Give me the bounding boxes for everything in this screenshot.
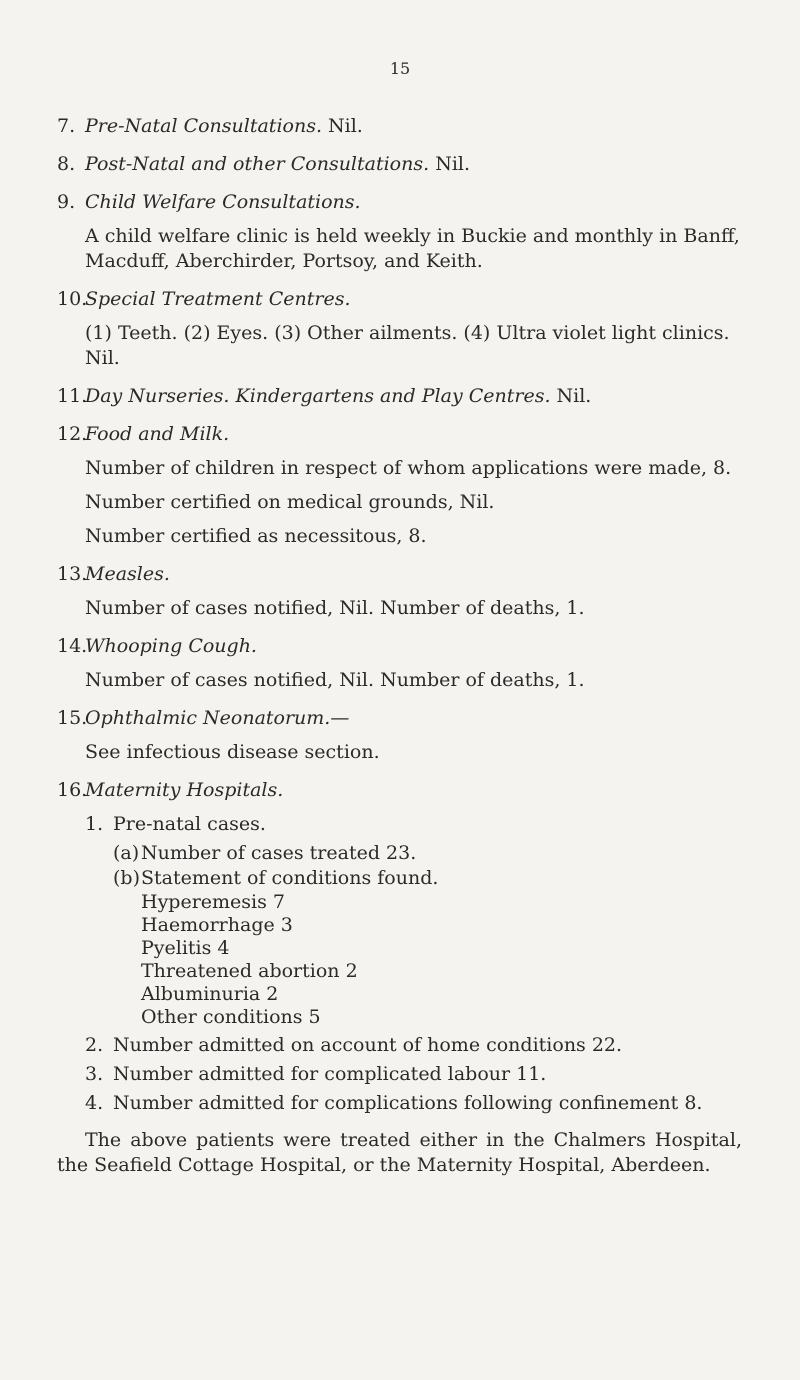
section-value: Nil. xyxy=(556,385,592,407)
condition-item: Pyelitis 4 xyxy=(141,937,230,959)
closing-paragraph: The above patients were treated either in the Chalmers Hospital, the Seafield Cottage Hospital, or the Maternity Hospital, Aberdeen. xyxy=(57,1129,742,1176)
section-heading: Child Welfare Consultations. xyxy=(85,191,361,213)
subsection-number: 1. xyxy=(85,813,104,835)
section-number: 16. xyxy=(57,779,88,801)
section-body: A child welfare clinic is held weekly in Buckie and monthly in Banff, Macduff, Aberchirder, Portsoy, and Keith. xyxy=(85,225,740,272)
section-16 xyxy=(57,778,742,803)
condition-item: Albuminuria 2 xyxy=(141,983,279,1005)
condition-item: Hyperemesis 7 xyxy=(141,891,286,913)
condition-item: Haemorrhage 3 xyxy=(141,914,293,936)
section-9 xyxy=(57,190,742,215)
subitem-a xyxy=(113,841,742,866)
subitem-label: (b) xyxy=(113,867,140,889)
section-11 xyxy=(57,384,742,409)
subsection-number: 2. xyxy=(85,1034,104,1056)
section-body: (1) Teeth. (2) Eyes. (3) Other ailments. (4) Ultra violet light clinics. Nil. xyxy=(85,322,730,369)
section-heading: Whooping Cough. xyxy=(85,635,257,657)
section-line: Number certified on medical grounds, Nil. xyxy=(85,491,495,513)
section-line: Number of children in respect of whom applications were made, 8. xyxy=(85,457,732,479)
section-body: Number of cases notified, Nil. Number of deaths, 1. xyxy=(85,597,585,619)
section-heading: Maternity Hospitals. xyxy=(85,779,284,801)
section-14 xyxy=(57,634,742,659)
section-value: Nil. xyxy=(328,115,363,137)
page-number: 15 xyxy=(389,59,411,78)
section-number: 8. xyxy=(57,153,76,175)
section-heading: Post-Natal and other Consultations. xyxy=(85,153,430,175)
condition-item: Other conditions 5 xyxy=(141,1006,321,1028)
subsection-text: Number admitted for complications following confinement 8. xyxy=(113,1092,703,1114)
section-number: 13. xyxy=(57,563,88,585)
report-content xyxy=(57,114,742,1178)
subsection-4 xyxy=(85,1091,742,1116)
subsection-text: Number admitted for complicated labour 11. xyxy=(113,1063,547,1085)
subsection-number: 4. xyxy=(85,1092,104,1114)
section-number: 12. xyxy=(57,423,88,445)
subitem-text: Number of cases treated 23. xyxy=(141,842,417,864)
section-body: See infectious disease section. xyxy=(85,741,380,763)
subitem-text: Statement of conditions found. xyxy=(141,867,439,889)
section-13 xyxy=(57,562,742,587)
section-heading: Measles. xyxy=(85,563,170,585)
section-number: 14. xyxy=(57,635,88,657)
subitem-label: (a) xyxy=(113,842,140,864)
section-heading: Day Nurseries. Kindergartens and Play Centres. xyxy=(85,385,551,407)
section-number: 10. xyxy=(57,288,88,310)
subsection-3 xyxy=(85,1062,742,1087)
condition-list xyxy=(141,891,742,1029)
section-8 xyxy=(57,152,742,177)
section-heading: Pre-Natal Consultations. xyxy=(85,115,322,137)
section-number: 15. xyxy=(57,707,88,729)
section-value: Nil. xyxy=(435,153,471,175)
section-number: 7. xyxy=(57,115,76,137)
section-heading: Ophthalmic Neonatorum.— xyxy=(85,707,350,729)
section-heading: Food and Milk. xyxy=(85,423,230,445)
section-number: 9. xyxy=(57,191,76,213)
section-12 xyxy=(57,422,742,447)
subsection-text: Number admitted on account of home conditions 22. xyxy=(113,1034,623,1056)
section-body: Number of cases notified, Nil. Number of deaths, 1. xyxy=(85,669,585,691)
subsection-number: 3. xyxy=(85,1063,104,1085)
section-7 xyxy=(57,114,742,139)
section-line: Number certified as necessitous, 8. xyxy=(85,525,427,547)
section-number: 11. xyxy=(57,385,88,407)
subsection-2 xyxy=(85,1033,742,1058)
condition-item: Threatened abortion 2 xyxy=(141,960,358,982)
section-10 xyxy=(57,287,742,312)
subsection-text: Pre-natal cases. xyxy=(113,813,266,835)
subsection-1 xyxy=(85,812,742,837)
section-15 xyxy=(57,706,742,731)
subitem-b xyxy=(113,866,742,891)
section-heading: Special Treatment Centres. xyxy=(85,288,351,310)
